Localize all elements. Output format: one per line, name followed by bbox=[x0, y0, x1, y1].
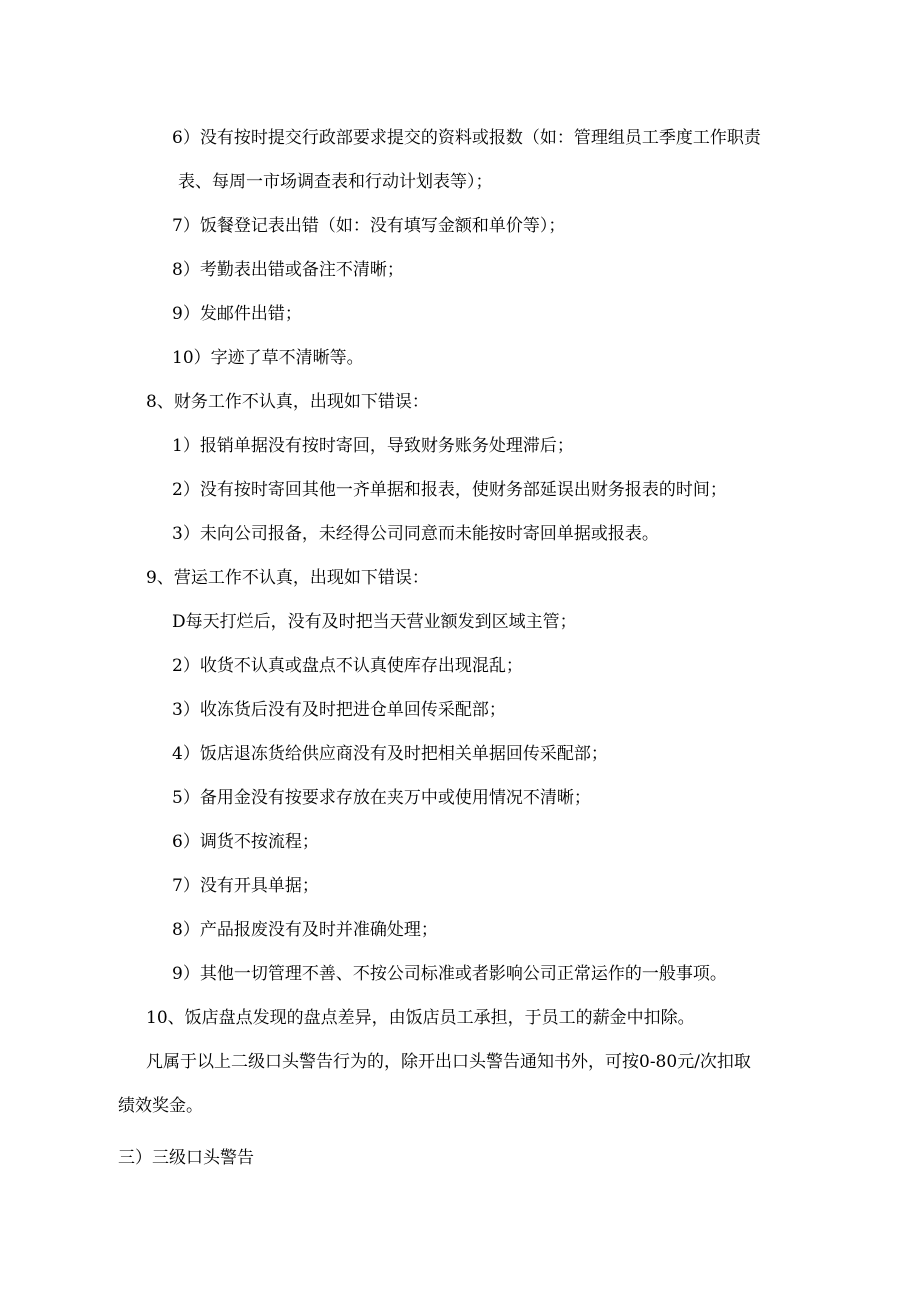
item-10: 10）字迹了草不清晰等。 bbox=[172, 348, 364, 368]
item-6-line-2: 表、每周一市场调查表和行动计划表等）； bbox=[178, 172, 493, 192]
ops-item-8: 8）产品报废没有及时并准确处理； bbox=[172, 920, 438, 940]
ops-item-1: D每天打烂后，没有及时把当天营业额发到区域主管； bbox=[172, 612, 577, 632]
section-9-heading: 9、营运工作不认真，出现如下错误： bbox=[146, 568, 429, 588]
ops-item-2: 2）收货不认真或盘点不认真使库存出现混乱； bbox=[172, 656, 523, 676]
ops-item-3: 3）收冻货后没有及时把进仓单回传采配部； bbox=[172, 700, 506, 720]
ops-item-9: 9）其他一切管理不善、不按公司标准或者影响公司正常运作的一般事项。 bbox=[172, 964, 727, 984]
penalty-paragraph-line-1: 凡属于以上二级口头警告行为的，除开出口头警告通知书外，可按0-80元/次扣取 bbox=[146, 1052, 751, 1072]
penalty-paragraph-line-2: 绩效奖金。 bbox=[118, 1096, 203, 1116]
finance-item-2: 2）没有按时寄回其他一齐单据和报表，使财务部延误出财务报表的时间； bbox=[172, 480, 727, 500]
ops-item-5: 5）备用金没有按要求存放在夹万中或使用情况不清晰； bbox=[172, 788, 591, 808]
item-9: 9）发邮件出错； bbox=[172, 304, 302, 324]
level-3-warning-heading: 三）三级口头警告 bbox=[118, 1148, 254, 1168]
finance-item-3: 3）未向公司报备，未经得公司同意而未能按时寄回单据或报表。 bbox=[172, 524, 659, 544]
section-10-paragraph: 10、饭店盘点发现的盘点差异，由饭店员工承担，于员工的薪金中扣除。 bbox=[146, 1008, 695, 1028]
section-8-heading: 8、财务工作不认真，出现如下错误： bbox=[146, 392, 429, 412]
item-8: 8）考勤表出错或备注不清晰； bbox=[172, 260, 404, 280]
item-7: 7）饭餐登记表出错（如：没有填写金额和单价等）； bbox=[172, 216, 566, 236]
ops-item-7: 7）没有开具单据； bbox=[172, 876, 319, 896]
finance-item-1: 1）报销单据没有按时寄回，导致财务账务处理滞后； bbox=[172, 436, 574, 456]
ops-item-4: 4）饭店退冻货给供应商没有及时把相关单据回传采配部； bbox=[172, 744, 608, 764]
ops-item-6: 6）调货不按流程； bbox=[172, 832, 319, 852]
item-6-line-1: 6）没有按时提交行政部要求提交的资料或报数（如：管理组员工季度工作职责 bbox=[172, 128, 761, 148]
